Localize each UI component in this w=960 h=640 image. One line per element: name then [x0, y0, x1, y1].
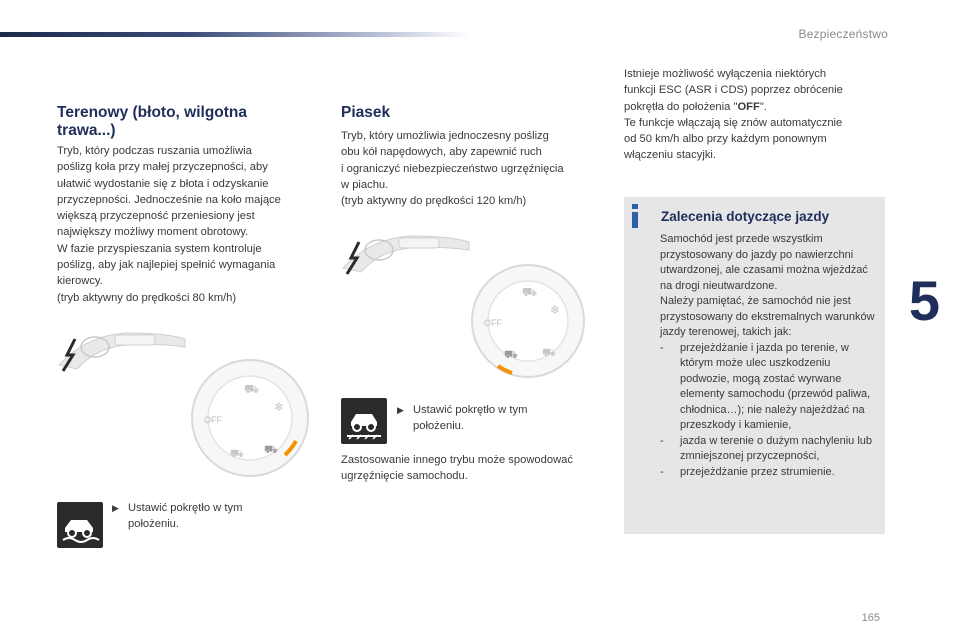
sand-instruction-text: Ustawić pokrętło w tym położeniu.	[413, 404, 528, 432]
svg-text:❄: ❄	[274, 400, 285, 414]
mud-mode-icon	[57, 502, 103, 548]
header-gradient-bar	[0, 32, 470, 37]
svg-text:⛟: ⛟	[264, 443, 278, 456]
svg-text:⛟: ⛟	[244, 382, 260, 396]
esc-off-label: OFF	[737, 100, 760, 113]
dashboard-illustration-mud	[57, 325, 187, 375]
list-item: - przejeżdżanie i jazda po terenie, w którym może ulec uszkodzeniu podwozie, mogą zostać wyrwane elementy samochodu (przewód paliwa, chłodnica…); nie należy najeżdżać na przeszkody i kamienie,	[660, 341, 871, 431]
svg-text:⛟: ⛟	[522, 285, 538, 299]
page-number: 165	[861, 612, 880, 624]
sand-warning	[341, 452, 611, 485]
list-item: - jazda w terenie o dużym nachyleniu lub zmniejszonej przyczepności,	[660, 434, 873, 462]
svg-text:⛟: ⛟	[542, 346, 556, 359]
selector-dial-sand	[468, 262, 588, 380]
svg-text:OFF: OFF	[204, 415, 222, 425]
sand-mode-icon	[341, 398, 387, 444]
sand-instruction	[397, 402, 597, 434]
list-item: - przejeżdżanie przez strumienie.	[660, 465, 835, 478]
svg-text:❄: ❄	[550, 303, 561, 317]
sand-warning-text: Zastosowanie innego trybu może spowodować ugrzęźnięcie samochodu.	[341, 454, 573, 483]
mud-description-text: Tryb, który podczas ruszania umożliwia poślizg koła przy małej przyczepności, aby ułatwić wydostanie się z błota i odzyskanie przyczepności. Jednocześnie na koło mające większą przyczepność przeniesiony jest największy możliwy moment obrotowy. W fazie przyspieszania system kontroluje poślizg, aby jak najlepiej spełnić wymagania kierowcy. (tryb aktywny do prędkości 80 km/h)	[57, 145, 281, 304]
esc-off-paragraph	[624, 66, 894, 164]
section-title: Bezpieczeństwo	[798, 27, 888, 41]
arrow-right-icon: ▶	[397, 405, 404, 415]
info-icon	[628, 204, 642, 228]
driving-advice-title: Zalecenia dotyczące jazdy	[661, 209, 830, 224]
driving-advice-intro: Samochód jest przede wszystkim przystosowany do jazdy po nawierzchni utwardzonej, ale czasami można wjeżdżać na drogi nieutwardzone. Należy pamiętać, że samochód nie jest przystosowany do ekstremalnych warunków jazdy terenowej, takich jak:	[660, 233, 875, 338]
mud-instruction-text: Ustawić pokrętło w tym położeniu.	[128, 502, 243, 530]
sand-description-text: Tryb, który umożliwia jednoczesny poślizg obu kół napędowych, aby zapewnić ruch i ograniczyć niebezpieczeństwo ugrzęźnięcia w piachu. (tryb aktywny do prędkości 120 km/h)	[341, 130, 564, 208]
driving-advice-content	[660, 232, 882, 480]
arrow-right-icon: ▶	[112, 503, 119, 513]
dashboard-illustration-sand	[341, 228, 471, 278]
selector-dial-mud	[190, 357, 310, 479]
sand-description	[341, 128, 611, 209]
svg-text:OFF: OFF	[484, 318, 502, 328]
svg-text:⛟: ⛟	[230, 447, 244, 460]
esc-text-before: Istnieje możliwość wyłączenia niektórych funkcji ESC (ASR i CDS) poprzez obrócenie pokrętła do położenia "	[624, 68, 843, 113]
sand-title: Piasek	[341, 104, 391, 121]
chapter-number: 5	[908, 269, 940, 332]
mud-description	[57, 143, 307, 306]
mud-title: Terenowy (błoto, wilgotna trawa...)	[57, 104, 248, 139]
esc-text-after: ". Te funkcje włączają się znów automatycznie od 50 km/h albo przy każdym ponownym włączeniu stacyjki.	[624, 100, 843, 162]
mud-instruction	[112, 500, 312, 532]
svg-text:⛟: ⛟	[504, 348, 518, 361]
